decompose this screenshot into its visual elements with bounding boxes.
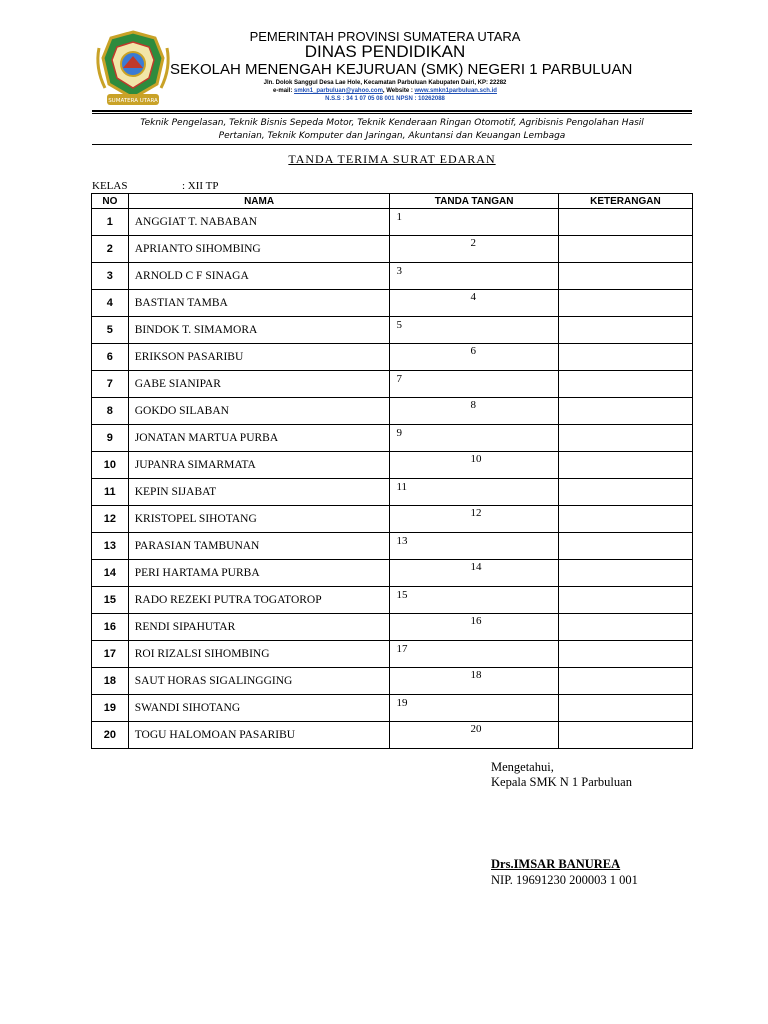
row-signature-cell[interactable] bbox=[390, 614, 558, 641]
row-name: JUPANRA SIMARMATA bbox=[128, 452, 390, 479]
row-remarks-cell[interactable] bbox=[558, 209, 692, 236]
table-row bbox=[92, 290, 693, 317]
row-remarks-cell[interactable] bbox=[558, 344, 692, 371]
row-remarks-cell[interactable] bbox=[558, 722, 692, 749]
row-number: 16 bbox=[92, 614, 129, 641]
header-divider-thick bbox=[92, 110, 692, 112]
table-row bbox=[92, 452, 693, 479]
row-name: KRISTOPEL SIHOTANG bbox=[128, 506, 390, 533]
row-remarks-cell[interactable] bbox=[558, 560, 692, 587]
row-number: 19 bbox=[92, 695, 129, 722]
row-remarks-cell[interactable] bbox=[558, 263, 692, 290]
table-row bbox=[92, 263, 693, 290]
row-signature-number: 13 bbox=[396, 535, 408, 547]
row-signature-cell[interactable] bbox=[390, 533, 558, 560]
row-number: 11 bbox=[92, 479, 129, 506]
row-signature-cell[interactable] bbox=[390, 317, 558, 344]
row-signature-cell[interactable] bbox=[390, 587, 558, 614]
row-name: GABE SIANIPAR bbox=[128, 371, 390, 398]
row-name: BASTIAN TAMBA bbox=[128, 290, 390, 317]
row-signature-cell[interactable] bbox=[390, 371, 558, 398]
header-school-name: SEKOLAH MENENGAH KEJURUAN (SMK) NEGERI 1 PARBULUAN bbox=[170, 61, 633, 78]
row-remarks-cell[interactable] bbox=[558, 398, 692, 425]
majors-line-2: Pertanian, Teknik Komputer dan Jaringan, Akuntansi dan Keuangan Lembaga bbox=[218, 131, 566, 141]
header-department: DINAS PENDIDIKAN bbox=[304, 42, 466, 61]
row-signature-number: 9 bbox=[396, 427, 402, 439]
row-signature-cell[interactable] bbox=[390, 209, 558, 236]
header-nss: N.S.S : 34 1 07 05 08 001 NPSN : 10262088 bbox=[325, 96, 445, 102]
row-remarks-cell[interactable] bbox=[558, 452, 692, 479]
footer-acknowledged: Mengetahui, bbox=[491, 760, 554, 774]
email-link[interactable]: smkn1_parbuluan@yahoo.com bbox=[294, 88, 383, 94]
document-title: TANDA TERIMA SURAT EDARAN bbox=[288, 152, 496, 166]
row-signature-number: 14 bbox=[470, 561, 482, 573]
table-row bbox=[92, 587, 693, 614]
row-number: 20 bbox=[92, 722, 129, 749]
row-number: 2 bbox=[92, 236, 129, 263]
row-signature-cell[interactable] bbox=[390, 722, 558, 749]
row-name: ANGGIAT T. NABABAN bbox=[128, 209, 390, 236]
footer-position: Kepala SMK N 1 Parbuluan bbox=[491, 775, 632, 789]
row-signature-number: 3 bbox=[396, 265, 402, 277]
kelas-value: : XII TP bbox=[182, 180, 219, 192]
row-signature-cell[interactable] bbox=[390, 668, 558, 695]
row-signature-number: 1 bbox=[396, 211, 402, 223]
table-row bbox=[92, 506, 693, 533]
row-number: 13 bbox=[92, 533, 129, 560]
table-row bbox=[92, 371, 693, 398]
row-number: 17 bbox=[92, 641, 129, 668]
majors-line-1: Teknik Pengelasan, Teknik Bisnis Sepeda Motor, Teknik Kenderaan Ringan Otomotif, Agribisnis Pengolahan Hasil bbox=[140, 118, 644, 128]
row-name: APRIANTO SIHOMBING bbox=[128, 236, 390, 263]
row-signature-number: 10 bbox=[470, 453, 482, 465]
row-remarks-cell[interactable] bbox=[558, 641, 692, 668]
row-signature-number: 12 bbox=[470, 507, 482, 519]
majors-divider bbox=[92, 144, 692, 145]
row-name: PERI HARTAMA PURBA bbox=[128, 560, 390, 587]
row-number: 3 bbox=[92, 263, 129, 290]
row-signature-number: 17 bbox=[396, 643, 408, 655]
row-number: 6 bbox=[92, 344, 129, 371]
row-name: JONATAN MARTUA PURBA bbox=[128, 425, 390, 452]
table-row bbox=[92, 236, 693, 263]
row-signature-number: 2 bbox=[470, 237, 476, 249]
row-signature-cell[interactable] bbox=[390, 452, 558, 479]
row-signature-number: 8 bbox=[470, 399, 476, 411]
row-signature-cell[interactable] bbox=[390, 290, 558, 317]
row-number: 15 bbox=[92, 587, 129, 614]
row-signature-number: 18 bbox=[470, 669, 482, 681]
row-name: RADO REZEKI PUTRA TOGATOROP bbox=[128, 587, 390, 614]
row-number: 4 bbox=[92, 290, 129, 317]
header-no: NO bbox=[92, 194, 129, 209]
row-remarks-cell[interactable] bbox=[558, 236, 692, 263]
row-signature-cell[interactable] bbox=[390, 560, 558, 587]
row-signature-cell[interactable] bbox=[390, 425, 558, 452]
row-signature-number: 11 bbox=[396, 481, 408, 493]
row-remarks-cell[interactable] bbox=[558, 479, 692, 506]
table-row bbox=[92, 560, 693, 587]
table-row bbox=[92, 209, 693, 236]
row-remarks-cell[interactable] bbox=[558, 695, 692, 722]
row-number: 5 bbox=[92, 317, 129, 344]
row-name: BINDOK T. SIMAMORA bbox=[128, 317, 390, 344]
row-signature-cell[interactable] bbox=[390, 263, 558, 290]
row-number: 14 bbox=[92, 560, 129, 587]
row-remarks-cell[interactable] bbox=[558, 371, 692, 398]
table-row bbox=[92, 479, 693, 506]
row-number: 9 bbox=[92, 425, 129, 452]
row-signature-number: 6 bbox=[470, 345, 476, 357]
row-signature-number: 5 bbox=[396, 319, 402, 331]
row-signature-cell[interactable] bbox=[390, 479, 558, 506]
header-address: Jln. Dolok Sanggul Desa Lae Hole, Kecamatan Parbuluan Kabupaten Dairi, KP: 22282 bbox=[263, 80, 507, 86]
row-name: GOKDO SILABAN bbox=[128, 398, 390, 425]
row-signature-cell[interactable] bbox=[390, 236, 558, 263]
row-remarks-cell[interactable] bbox=[558, 317, 692, 344]
row-signature-cell[interactable] bbox=[390, 695, 558, 722]
header-contact bbox=[170, 88, 600, 94]
row-signature-cell[interactable] bbox=[390, 398, 558, 425]
row-number: 7 bbox=[92, 371, 129, 398]
row-name: ERIKSON PASARIBU bbox=[128, 344, 390, 371]
website-label: , Website : bbox=[382, 88, 413, 94]
row-remarks-cell[interactable] bbox=[558, 614, 692, 641]
table-row bbox=[92, 614, 693, 641]
row-number: 18 bbox=[92, 668, 129, 695]
table-row bbox=[92, 425, 693, 452]
header-government: PEMERINTAH PROVINSI SUMATERA UTARA bbox=[249, 29, 521, 44]
logo-ribbon-text: SUMATERA UTARA bbox=[108, 98, 158, 104]
row-number: 12 bbox=[92, 506, 129, 533]
table-row bbox=[92, 344, 693, 371]
row-number: 10 bbox=[92, 452, 129, 479]
table-row bbox=[92, 695, 693, 722]
row-name: ROI RIZALSI SIHOMBING bbox=[128, 641, 390, 668]
kelas-label: KELAS bbox=[92, 180, 128, 192]
header-tanda-tangan: TANDA TANGAN bbox=[390, 194, 558, 209]
row-signature-cell[interactable] bbox=[390, 641, 558, 668]
table-row bbox=[92, 398, 693, 425]
header-keterangan: KETERANGAN bbox=[558, 194, 692, 209]
table-header-row bbox=[92, 194, 693, 209]
row-name: RENDI SIPAHUTAR bbox=[128, 614, 390, 641]
table-row bbox=[92, 533, 693, 560]
row-remarks-cell[interactable] bbox=[558, 290, 692, 317]
row-name: SWANDI SIHOTANG bbox=[128, 695, 390, 722]
row-signature-cell[interactable] bbox=[390, 506, 558, 533]
row-name: SAUT HORAS SIGALINGGING bbox=[128, 668, 390, 695]
table-body bbox=[92, 209, 693, 749]
header-divider-thin bbox=[92, 113, 692, 114]
row-number: 8 bbox=[92, 398, 129, 425]
table-row bbox=[92, 317, 693, 344]
header-nama: NAMA bbox=[128, 194, 390, 209]
row-signature-number: 20 bbox=[470, 723, 482, 735]
row-number: 1 bbox=[92, 209, 129, 236]
row-name: TOGU HALOMOAN PASARIBU bbox=[128, 722, 390, 749]
table-row bbox=[92, 641, 693, 668]
receipt-table bbox=[91, 193, 693, 749]
school-emblem-logo bbox=[93, 28, 173, 112]
footer-nip: NIP. 19691230 200003 1 001 bbox=[491, 873, 638, 887]
row-signature-number: 16 bbox=[470, 615, 482, 627]
footer-signatory-name: Drs.IMSAR BANUREA bbox=[491, 857, 621, 871]
row-signature-number: 4 bbox=[470, 291, 476, 303]
row-remarks-cell[interactable] bbox=[558, 425, 692, 452]
row-remarks-cell[interactable] bbox=[558, 533, 692, 560]
row-signature-cell[interactable] bbox=[390, 344, 558, 371]
row-name: ARNOLD C F SINAGA bbox=[128, 263, 390, 290]
table-row bbox=[92, 668, 693, 695]
row-signature-number: 15 bbox=[396, 589, 408, 601]
row-remarks-cell[interactable] bbox=[558, 506, 692, 533]
row-remarks-cell[interactable] bbox=[558, 668, 692, 695]
email-label: e-mail: bbox=[273, 88, 293, 94]
website-link[interactable]: www.smkn1parbuluan.sch.id bbox=[414, 88, 497, 94]
row-remarks-cell[interactable] bbox=[558, 587, 692, 614]
table-row bbox=[92, 722, 693, 749]
row-name: PARASIAN TAMBUNAN bbox=[128, 533, 390, 560]
row-name: KEPIN SIJABAT bbox=[128, 479, 390, 506]
row-signature-number: 19 bbox=[396, 697, 408, 709]
row-signature-number: 7 bbox=[396, 373, 402, 385]
